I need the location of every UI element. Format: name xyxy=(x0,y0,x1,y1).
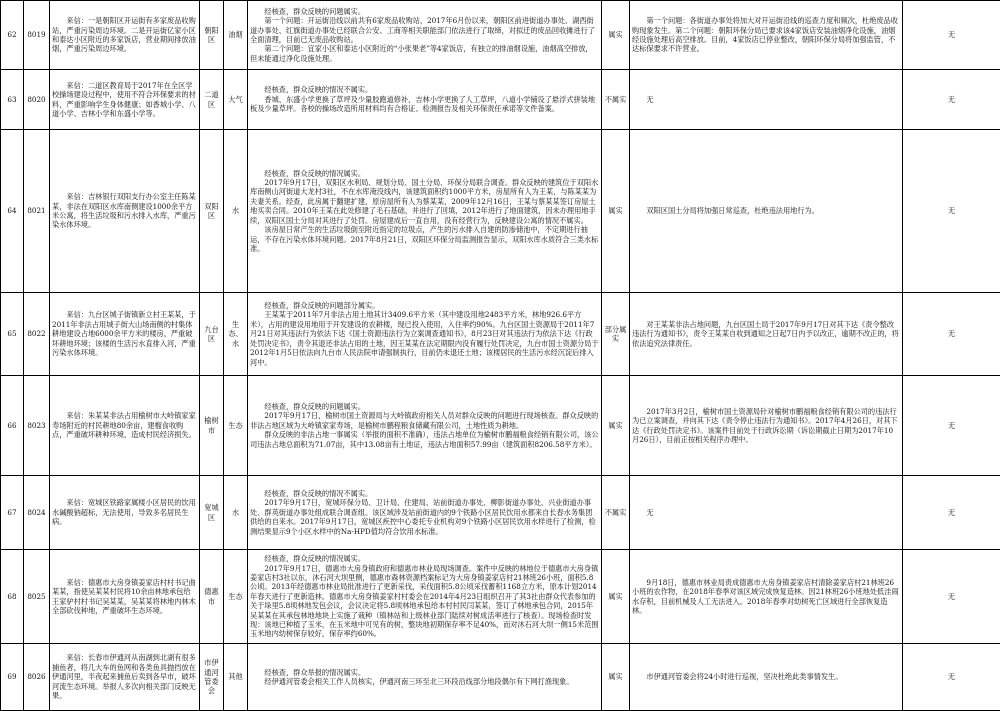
case-id: 8025 xyxy=(24,550,50,644)
pollution-type: 油烟 xyxy=(224,1,248,70)
case-id: 8023 xyxy=(24,376,50,476)
district-cell: 市伊通河管委会 xyxy=(200,644,224,711)
result-text xyxy=(630,1,903,70)
findings-paragraph: 群众反映的非法占地一事属实（举报的面积不准确），违法占地单位为榆树市鹏福粮食经销有限公司，该公司违法占地总面积为71.07亩，其中13.08亩有土地证，违法占地面积57.99亩（建筑面积8206.58平方米）。 xyxy=(250,430,599,449)
pollution-type: 生态 xyxy=(224,550,248,644)
findings-paragraph: 经核查，群众反映的问题属实。 xyxy=(250,7,599,16)
findings-text xyxy=(248,376,602,476)
district-cell: 二道区 xyxy=(200,70,224,130)
row-number: 62 xyxy=(1,1,24,70)
case-id: 8022 xyxy=(24,293,50,376)
result-text xyxy=(630,70,903,130)
findings-paragraph: 第二个问题：宜家小区和泰达小区附近的“小张果老”等4家饭店，有独立的排油烟设施，油烟高空排放，但未能通过净化设施处理。 xyxy=(250,44,599,63)
findings-paragraph: 经核查，群众举报的情况属实。 xyxy=(250,668,599,677)
row-number: 69 xyxy=(1,644,24,711)
verdict-cell: 不属实 xyxy=(602,70,630,130)
row-number: 63 xyxy=(1,70,24,130)
table-row xyxy=(1,130,1000,293)
result-text xyxy=(630,130,903,293)
complaint-text xyxy=(50,476,200,550)
pollution-type: 生态、水 xyxy=(224,293,248,376)
findings-paragraph: 香城、东盛小学更换了草坪及少量胶跑道修补，吉林小学更换了人工草坪，八道小学铺设了悬浮式拼装地板及少量草坪。各校的操场改造所用材料均有合格证、检测报告及相关环保责任承诺等文件备案。 xyxy=(250,95,599,114)
result-text xyxy=(630,293,903,376)
result-text-paragraph: 市伊通河管委会将24小时进行巡视，坚决杜绝此类事情发生。 xyxy=(632,672,900,681)
complaint-text xyxy=(50,130,200,293)
findings-paragraph: 经核查，群众反映的情况不属实。 xyxy=(250,489,599,498)
complaint-text xyxy=(50,1,200,70)
verdict-cell: 属实 xyxy=(602,1,630,70)
complaint-text xyxy=(50,70,200,130)
case-id: 8021 xyxy=(24,130,50,293)
result-text-paragraph: 对王某某非法占地问题，九台区国土局于2017年9月17日对其下达《责令整改违法行为通知书》，责令王某某自收到通知之日起7日内予以改正，逾期不改正的，将依法追究法律责任。 xyxy=(632,320,900,348)
district-cell: 双阳区 xyxy=(200,130,224,293)
district-cell: 朝阳区 xyxy=(200,1,224,70)
table-row xyxy=(1,70,1000,130)
verdict-cell: 属实 xyxy=(602,550,630,644)
result-text-paragraph: 2017年3月2日，榆树市国土资源局针对榆树市鹏福粮食经销有限公司的违法行为已立案调查，并向其下达《责令停止违法行为通知书》。2017年4月26日，对其下达《行政处罚决定书》。该案件目前处于行政诉讼期（诉讼期截止日期为2017年10月26日），目前正按相关程序办理中。 xyxy=(632,407,900,445)
table-row xyxy=(1,550,1000,644)
result-text-paragraph: 9月18日，德惠市林业局责成德惠市大房身镇姜家店村清除姜家店村21林班26小班的农作物，在2018年春季对该区域完成恢复造林。因21林班26小班地处低洼闹水存积，目前机械及人工无法进入。2018年春季对幼树死亡区域进行全部恢复造林。 xyxy=(632,578,900,616)
verdict-cell: 不属实 xyxy=(602,476,630,550)
result-text-paragraph: 双阳区国土分局将加强日常巡查，杜绝违法用地行为。 xyxy=(632,206,900,215)
complaint-text-paragraph: 来信：九台区城子街镇新立村王某某，于2011年非法占用城子街大山场南侧的村集体耕地建设占地6000余平方米的楼房，严重破坏耕地环境；该楼的生活污水直排入河，严重污染水体环境。 xyxy=(52,310,197,357)
row-number: 65 xyxy=(1,293,24,376)
row-number: 66 xyxy=(1,376,24,476)
complaint-text xyxy=(50,376,200,476)
findings-paragraph: 经核查，群众反映的情况属实。 xyxy=(250,554,599,563)
note-cell: 无 xyxy=(903,293,1000,376)
findings-paragraph: 经核查，群众反映的情况不属实。 xyxy=(250,85,599,94)
findings-paragraph: 第一个问题：开运街沿线以前共有6家废品收购站，2017年6月份以来，朝阳区前进街道办事处、湖西街道办事处、红旗街道办事处已经联合公安、工商等相关职能部门依法进行了取缔，对拟迁的废品回收摊进行了全面清理，目前已无废品收购站。 xyxy=(250,16,599,44)
table-row xyxy=(1,476,1000,550)
complaint-text-paragraph: 来信：德惠市大房身镇姜家店村村书记曲某某，指使吴某某村民将10余亩林地承包给王家驴村村书记吴某某，吴某某将林地内林木全部砍伐种地，严重破坏生态环境。 xyxy=(52,578,197,616)
pollution-type: 水 xyxy=(224,130,248,293)
case-id: 8026 xyxy=(24,644,50,711)
findings-paragraph: 经核查，群众反映的问题属实。 xyxy=(250,402,599,411)
table-row xyxy=(1,1,1000,70)
findings-paragraph: 2017年9月17日，宽城环保分局、卫计局、住建局、站前街道办事处、柳影街道办事处、兴业街道办事处、群英街道办事处组成联合调查组。该区域涉及站前街道内的9个铁路小区居民饮用水都来自长春水务集团供给的自来水。2017年9月17日，宽城区疾控中心委托专业机构对9个铁路小区居民饮用水样进行了检测，检测结果显示9个小区水样中的Na-HPD值均符合饮用水标准。 xyxy=(250,498,599,536)
pollution-type: 生态 xyxy=(224,376,248,476)
complaint-text-paragraph: 来信：宽城区铁路家属楼小区居民的饮用水碱酸钠超标，无法使用，导致多名居民生病。 xyxy=(52,498,197,526)
findings-text xyxy=(248,1,602,70)
row-number: 68 xyxy=(1,550,24,644)
findings-paragraph: 2017年9月17日，双阳区水利局、规划分局、国土分局、环保分局联合调查。群众反映的建筑位于双阳水库南侧山河街道大龙村3社，不在水库淹没线内，该建筑面积约1000平方米，房屋所有人为王某，与陈某某为夫妻关系。经查，此房属于翻建扩建，原房屋所有人为蔡某某，2009年12月16日，王某与蔡某某签订房屋土地买卖合同。2010年王某在此处修建了毛石基础，并进行了回填，2012年进行了地面建筑，因未办理用地手续，双阳区国土分局对其进行了处罚。房屋建成后一直自用，没有经营行为，反映建设公寓的情况不属实。 xyxy=(250,178,599,225)
case-id: 8024 xyxy=(24,476,50,550)
complaint-text-paragraph: 来信：二道区教育局于2017年在全区学校操场建设过程中，使用不符合环保要求的材料，严重影响学生身体健康；如香城小学、八道小学、吉林小学和东盛小学等。 xyxy=(52,81,197,119)
district-cell: 德惠市 xyxy=(200,550,224,644)
verdict-cell: 属实 xyxy=(602,376,630,476)
complaint-text xyxy=(50,293,200,376)
result-text xyxy=(630,644,903,711)
findings-text xyxy=(248,550,602,644)
note-cell: 无 xyxy=(903,130,1000,293)
findings-paragraph: 经核查，群众反映的情况属实。 xyxy=(250,169,599,178)
result-text xyxy=(630,476,903,550)
complaint-text-paragraph: 来信：长春市伊通河从南湖到北湖有很多捕鱼者，将几大车的鱼网和各类鱼具抛挡放在伊通河里，半夜起来捕鱼后卖到各早市，破坏河流生态环境。举报人多次向相关部门反映无果。 xyxy=(52,653,197,700)
table-row xyxy=(1,293,1000,376)
complaint-text xyxy=(50,644,200,711)
findings-text xyxy=(248,130,602,293)
verdict-cell: 属实 xyxy=(602,644,630,711)
pollution-type: 大气 xyxy=(224,70,248,130)
findings-paragraph: 该房屋日常产生的生活垃圾倒至附近指定的垃圾点，产生的污水排入自建的防渗储池中，不定期进行抽运，不存在污染水体环境问题。2017年8月21日，双阳区环保分局监测报告显示，双阳水库水质符合三类水标准。 xyxy=(250,225,599,253)
findings-paragraph: 经核查，群众反映的问题部分属实。 xyxy=(250,301,599,310)
result-text-paragraph: 无 xyxy=(632,508,900,517)
findings-paragraph: 王某某于2011年7月非法占用土地其计3409.6平方米（其中建设用地2483平方米，林地926.6平方米），占用的建设用地用于开发建设的农耕楼，现已投入使用，入住率约90%。九台区国土资源局于2011年7月21日对其违法行为依法下达《国土资源违法行为立案调查通知书》，8月23日对其违法行为依法下达《行政处罚决定书》，责令其退还非法占用的土地，因王某某在法定期限内没有履行处罚决定，九台市国土资源分局于2012年1月5日依法向九台市人民法院申请强制执行，目前仍未退还土地；该楼居民的生活污水经沉淀后排入河中。 xyxy=(250,310,599,366)
result-text xyxy=(630,376,903,476)
pollution-type: 水 xyxy=(224,476,248,550)
table-row xyxy=(1,376,1000,476)
verdict-cell: 属实 xyxy=(602,130,630,293)
note-cell: 无 xyxy=(903,550,1000,644)
findings-paragraph: 2017年9月17日，德惠市大房身镇政府和德惠市林业局现场调查。案件中反映的林地位于德惠市大房身镇姜家店村3社以东，沐石河大坝里侧，德惠市森林资源档案标记为大房身镇姜家店村21林班26小班，面积5.8公顷。2013年经德惠市林业局批准进行了更新采伐，采伐面积5.8公顷采伐蓄积1168立方米，原本计划2014年春天进行了更新造林。德惠市大房身镇姜家村村委会在2014年4月23日组织召开了其3社由群众代表参加的关于垛里5.8顷林地发包会议，会议决定将5.8顷林地承包给本村村民闫某某，签订了林地承包合同，2015年吴某某在其承包林地地块上实施了栽种（镇林站和上级林业部门陆续对树成活率进行了核查）。现场检查时发现：该地已种植了玉米，在玉米地中可见有的树，整块地初期保存率不足40%，而对沐石河大坝一侧15米范围玉米地内幼树保存较好，保存率约60%。 xyxy=(250,564,599,639)
findings-text xyxy=(248,293,602,376)
findings-paragraph: 经伊通河管委会相关工作人员核实，伊通河南三环至北三环段沿线部分地段偶尔有下网打渔现象。 xyxy=(250,677,599,686)
result-text xyxy=(630,550,903,644)
complaint-text xyxy=(50,550,200,644)
findings-paragraph: 2017年9月17日，榆树市国土资源局与大岭镇政府相关人员对群众反映的问题进行现场核查。群众反映的非法占地区域为大岭镇家家寿场，是榆树市鹏程粮食储藏有限公司，土地性质为耕地。 xyxy=(250,411,599,430)
district-cell: 宽城区 xyxy=(200,476,224,550)
case-id: 8020 xyxy=(24,70,50,130)
result-text-paragraph: 第一个问题：各街道办事处将加大对开运街沿线的巡查力度和频次，杜绝废品收购现象发生。第二个问题：朝阳环保分局已要求该4家饭店安装油烟净化设施，油烟经设施处理后高空排放。目前，4家饭店已停业整改，朝阳环保分局将加强监管，不达标保要求不许营业。 xyxy=(632,16,900,54)
row-number: 64 xyxy=(1,130,24,293)
note-cell: 无 xyxy=(903,476,1000,550)
note-cell: 无 xyxy=(903,70,1000,130)
findings-text xyxy=(248,476,602,550)
complaint-text-paragraph: 来信：朱某某非法占用榆树市大岭镇家家寿场附近的村民耕地80余亩，建榴食收购点，严重破坏耕种环境，造成村民经济损失。 xyxy=(52,411,197,439)
findings-text xyxy=(248,644,602,711)
note-cell: 无 xyxy=(903,644,1000,711)
complaint-text-paragraph: 来信：吉林银行双阳支行办公室主任陈某某，非法在双阳区水库南侧建设1000余平方米公寓，将生活垃圾和污水排入水库，严重污染水体环境。 xyxy=(52,192,197,230)
verdict-cell: 部分属实 xyxy=(602,293,630,376)
table-row xyxy=(1,644,1000,711)
row-number: 67 xyxy=(1,476,24,550)
findings-text xyxy=(248,70,602,130)
district-cell: 榆树市 xyxy=(200,376,224,476)
note-cell: 无 xyxy=(903,1,1000,70)
complaint-text-paragraph: 来信：一是朝阳区开运街有多家废品收购站，严重污染周边环境。二是开运街亿家小区和泰达小区附近的多家饭店，营业期间排放油烟，严重污染周边环境。 xyxy=(52,16,197,54)
note-cell: 无 xyxy=(903,376,1000,476)
district-cell: 九台区 xyxy=(200,293,224,376)
pollution-type: 其他 xyxy=(224,644,248,711)
result-text-paragraph: 无 xyxy=(632,95,900,104)
case-id: 8019 xyxy=(24,1,50,70)
